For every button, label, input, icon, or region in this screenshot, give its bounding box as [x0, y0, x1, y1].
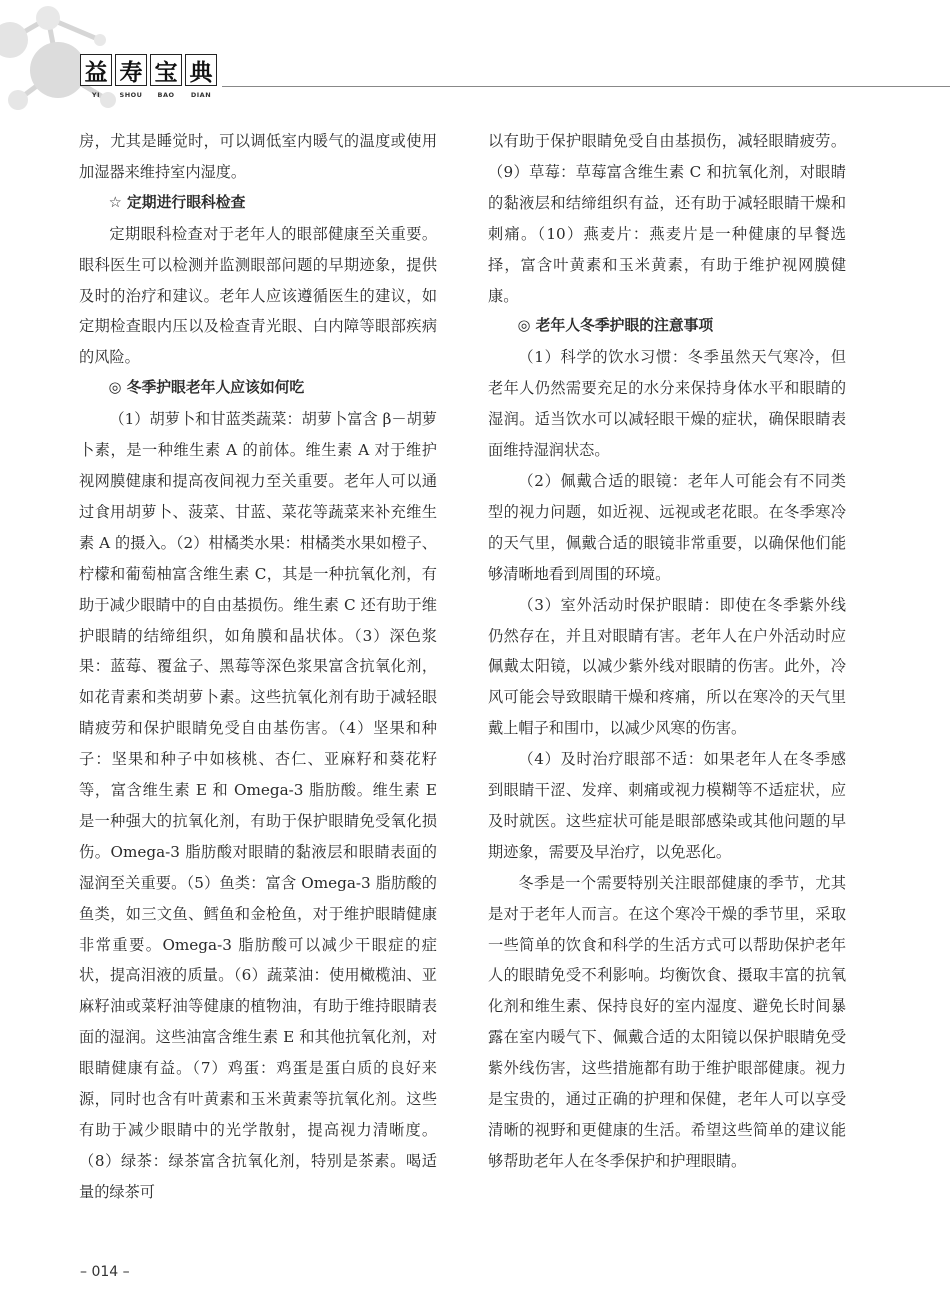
logo-char: 益 [80, 54, 112, 86]
paragraph: （3）室外活动时保护眼睛：即使在冬季紫外线仍然存在，并且对眼睛有害。老年人在户外活动时应佩戴太阳镜，以减少紫外线对眼睛的伤害。此外，冷风可能会导致眼睛干燥和疼痛，所以在寒冷的天气里戴上帽子和围巾，以减少风寒的伤害。 [488, 595, 846, 738]
paragraph: 以有助于保护眼睛免受自由基损伤，减轻眼睛疲劳。（9）草莓：草莓富含维生素 C 和抗氧化剂，对眼睛的黏液层和结缔组织有益，还有助于减轻眼睛干燥和刺痛。（10）燕麦片：燕麦片是一种健康的早餐选择，富含叶黄素和玉米黄素，有助于维护视网膜健康。 [488, 132, 846, 305]
header-rule [222, 86, 950, 87]
logo-char: 宝 [150, 54, 182, 86]
paragraph: （2）佩戴合适的眼镜：老年人可能会有不同类型的视力问题，如近视、远视或老花眼。在冬季寒冷的天气里，佩戴合适的眼镜非常重要，以确保他们能够清晰地看到周围的环境。 [488, 471, 846, 583]
pinyin-syllable: YI [91, 91, 101, 99]
section-heading: ◎ 冬季护眼老年人应该如何吃 [108, 379, 305, 397]
paragraph: （1）胡萝卜和甘蓝类蔬菜：胡萝卜富含 β－胡萝卜素，是一种维生素 A 的前体。维生素 A 对于维护视网膜健康和提高夜间视力至关重要。老年人可以通过食用胡萝卜、菠菜、甘蓝、菜花等蔬菜来补充维生素 A 的摄入。（2）柑橘类水果：柑橘类水果如橙子、柠檬和葡萄柚富含维生素 C，其是一种抗氧化剂，有助于减少眼睛中的自由基损伤。维生素 C 还有助于维护眼睛的结缔组织，如角膜和晶状体。（3）深色浆果：蓝莓、覆盆子、黑莓等深色浆果富含抗氧化剂，如花青素和类胡萝卜素。这些抗氧化剂有助于减轻眼睛疲劳和保护眼睛免受自由基伤害。（4）坚果和种子：坚果和种子中如核桃、杏仁、亚麻籽和葵花籽等，富含维生素 E 和 Omega-3 脂肪酸。维生素 E 是一种强大的抗氧化剂，有助于保护眼睛免受氧化损伤。Omega-3 脂肪酸对眼睛的黏液层和眼睛表面的湿润至关重要。（5）鱼类：富含 Omega-3 脂肪酸的鱼类，如三文鱼、鳕鱼和金枪鱼，对于维护眼睛健康非常重要。Omega-3 脂肪酸可以减少干眼症的症状，提高泪液的质量。（6）蔬菜油：使用橄榄油、亚麻籽油或菜籽油等健康的植物油，有助于维持眼睛表面的湿润。这些油富含维生素 E 和其他抗氧化剂，对眼睛健康有益。（7）鸡蛋：鸡蛋是蛋白质的良好来源，同时也含有叶黄素和玉米黄素等抗氧化剂。这些有助于减少眼睛中的光学散射，提高视力清晰度。（8）绿茶：绿茶富含抗氧化剂，特别是茶素。喝适量的绿茶可 [79, 410, 437, 1201]
page-number: – 014 – [80, 1264, 130, 1280]
paragraph: 定期眼科检查对于老年人的眼部健康至关重要。眼科医生可以检测并监测眼部问题的早期迹象，提供及时的治疗和建议。老年人应该遵循医生的建议，如定期检查眼内压以及检查青光眼、白内障等眼部疾病的风险。 [79, 224, 437, 367]
paragraph: （4）及时治疗眼部不适：如果老年人在冬季感到眼睛干涩、发痒、刺痛或视力模糊等不适症状，应及时就医。这些症状可能是眼部感染或其他问题的早期迹象，需要及早治疗，以免恶化。 [488, 750, 846, 861]
logo-pinyin [80, 91, 217, 99]
section-heading: ◎ 老年人冬季护眼的注意事项 [517, 317, 714, 335]
magazine-logo [80, 54, 217, 86]
logo-char: 典 [185, 54, 217, 86]
logo-char: 寿 [115, 54, 147, 86]
pinyin-syllable: BAO [157, 91, 175, 99]
left-column [79, 126, 437, 1208]
pinyin-syllable: DIAN [190, 91, 212, 99]
right-column [488, 126, 846, 1177]
section-heading: ☆ 定期进行眼科检查 [108, 193, 246, 211]
paragraph: 房，尤其是睡觉时，可以调低室内暖气的温度或使用加湿器来维持室内湿度。 [79, 132, 437, 181]
paragraph: 冬季是一个需要特别关注眼部健康的季节，尤其是对于老年人而言。在这个寒冷干燥的季节里，采取一些简单的饮食和科学的生活方式可以帮助保护老年人的眼睛免受不利影响。均衡饮食、摄取丰富的抗氧化剂和维生素、保持良好的室内湿度、避免长时间暴露在室内暖气下、佩戴合适的太阳镜以保护眼睛免受紫外线伤害，这些措施都有助于维护眼部健康。视力是宝贵的，通过正确的护理和保健，老年人可以享受清晰的视野和更健康的生活。希望这些简单的建议能够帮助老年人在冬季保护和护理眼睛。 [488, 873, 846, 1170]
paragraph: （1）科学的饮水习惯：冬季虽然天气寒冷，但老年人仍然需要充足的水分来保持身体水平和眼睛的湿润。适当饮水可以减轻眼干燥的症状，确保眼睛表面维持湿润状态。 [488, 348, 846, 460]
pinyin-syllable: SHOU [119, 91, 143, 99]
